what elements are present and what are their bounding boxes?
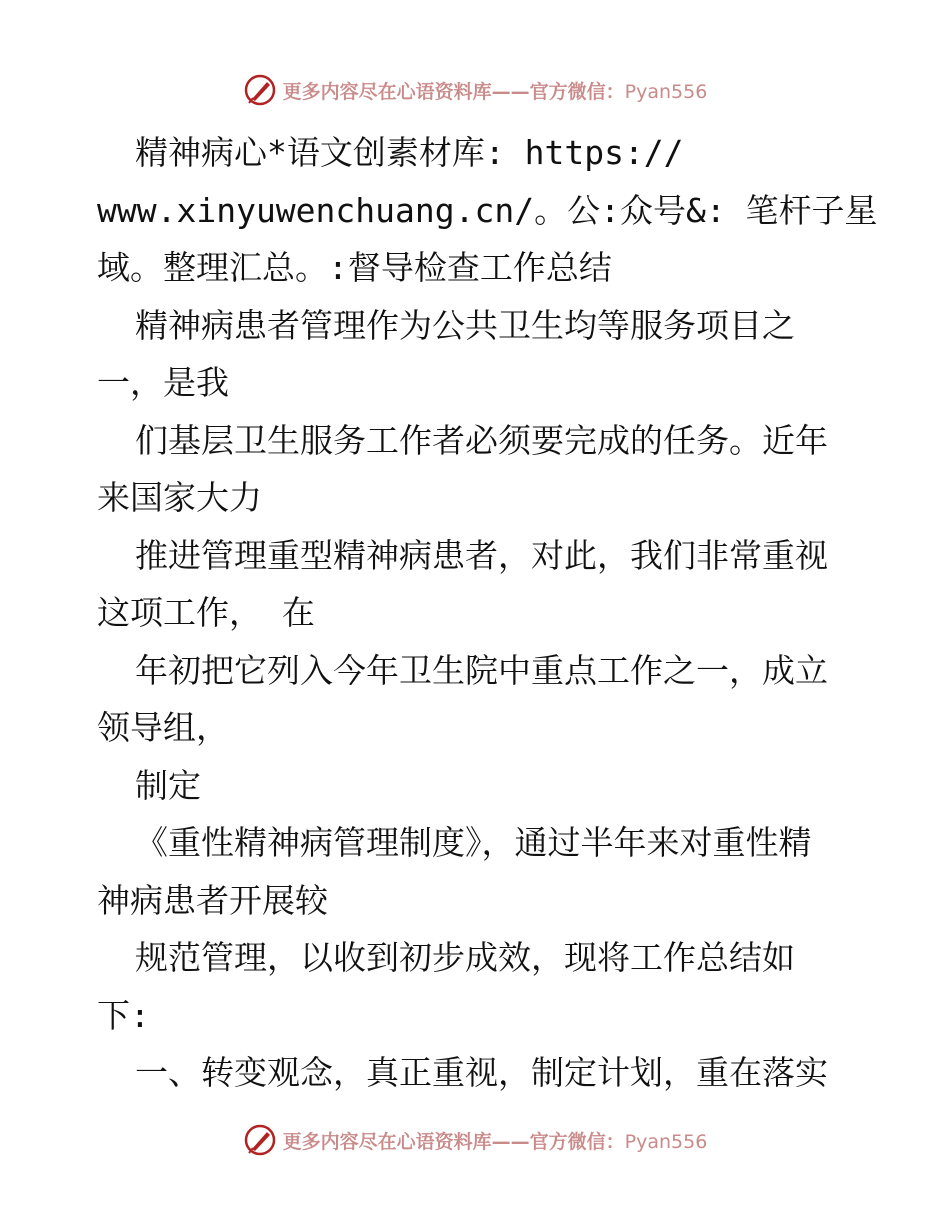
- text-line: 精神病患者管理作为公共卫生均等服务项目之: [135, 305, 795, 345]
- text-line: 制定: [135, 765, 201, 805]
- text-line: 领导组，: [97, 708, 229, 747]
- banner-text: [283, 77, 708, 104]
- wechat-id: Pyan556: [624, 1130, 708, 1153]
- text-line: 下:: [97, 995, 150, 1035]
- banner-label: 更多内容尽在心语资料库——官方微信：: [282, 1130, 625, 1153]
- text-line: 域。整理汇总。:督导检查工作总结: [97, 248, 612, 287]
- footer-banner: [0, 1120, 950, 1160]
- quill-pen-logo-icon: [243, 1123, 277, 1157]
- quill-pen-logo-icon: [243, 73, 277, 107]
- banner-label: 更多内容尽在心语资料库——官方微信：: [282, 80, 625, 103]
- text-line: 推进管理重型精神病患者，对此，我们非常重视: [135, 535, 828, 575]
- text-line: 规范管理，以收到初步成效，现将工作总结如: [135, 938, 795, 977]
- text-line: 一，是我: [97, 363, 229, 402]
- text-line: 精神病心*语文创素材库: https://: [135, 133, 684, 172]
- text-line: 《重性精神病管理制度》，通过半年来对重性精: [135, 823, 812, 862]
- wechat-id: Pyan556: [624, 80, 708, 103]
- text-line: 来国家大力: [97, 478, 262, 517]
- text-line: 神病患者开展较: [97, 880, 328, 920]
- header-banner: [0, 70, 950, 110]
- text-line: 年初把它列入今年卫生院中重点工作之一，成立: [135, 650, 828, 690]
- text-line: www.xinyuwenchuang.cn/。公:众号&: 笔杆子星: [97, 190, 878, 230]
- document-body: [97, 124, 878, 1102]
- text-line: 这项工作， 在: [97, 593, 315, 632]
- banner-text: [283, 1127, 708, 1154]
- text-line: 们基层卫生服务工作者必须要完成的任务。近年: [135, 420, 828, 460]
- text-line: 一、转变观念，真正重视，制定计划，重在落实: [135, 1053, 828, 1092]
